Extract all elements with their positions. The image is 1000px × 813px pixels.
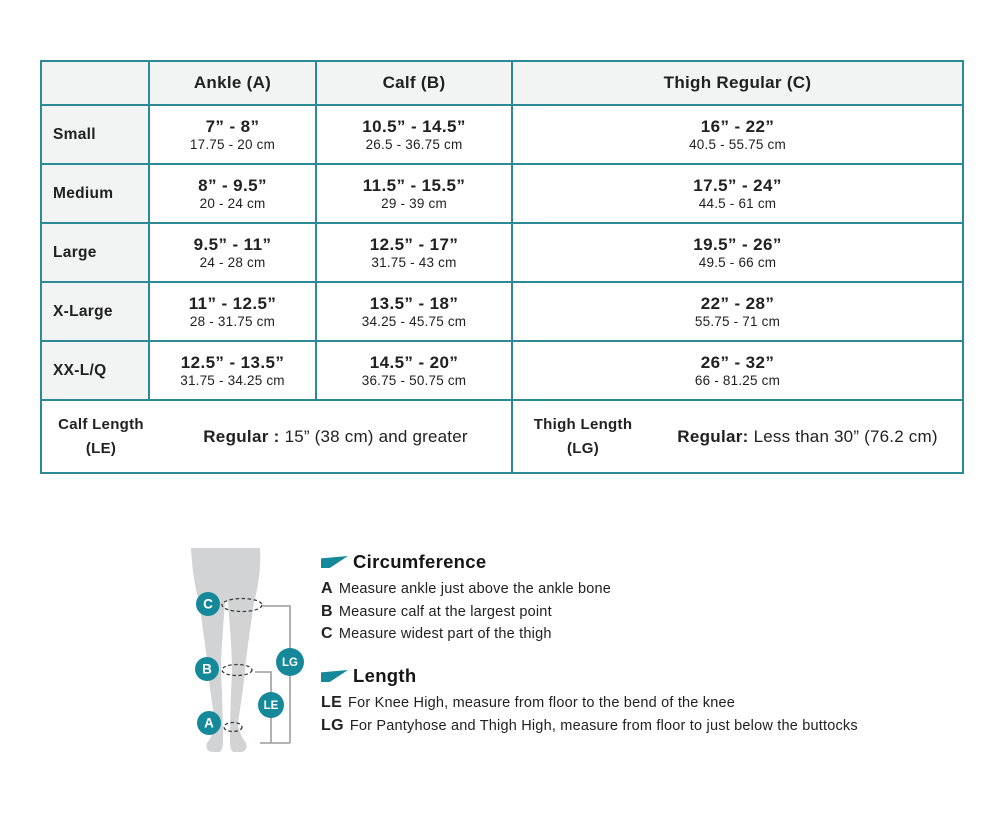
row-label: X-Large [41, 282, 149, 341]
section-title: Circumference [353, 551, 487, 572]
inch-range: 16” - 22” [700, 116, 775, 136]
cell-ankle [149, 341, 316, 400]
svg-text:B: B [202, 661, 212, 677]
inch-range: 12.5” - 17” [369, 234, 459, 254]
inch-range: 14.5” - 20” [369, 352, 459, 372]
marker-lg-badge [276, 648, 304, 676]
footer-thigh-length-cell [512, 400, 963, 473]
row-label: XX-L/Q [41, 341, 149, 400]
cm-range: 17.75 - 20 cm [189, 136, 276, 152]
thigh-length-value: Regular: Less than 30” (76.2 cm) [677, 426, 938, 446]
cell-calf [316, 223, 512, 282]
column-header-calf: Calf (B) [316, 61, 512, 105]
cell-calf [316, 105, 512, 164]
inch-range: 9.5” - 11” [193, 234, 272, 254]
svg-text:C: C [203, 596, 213, 612]
corner-cell [41, 61, 149, 105]
header-row [41, 61, 963, 105]
section-title: Length [353, 665, 417, 686]
inch-range: 13.5” - 18” [369, 293, 459, 313]
table-row-medium [41, 164, 963, 223]
size-chart-table [40, 60, 964, 474]
cell-ankle [149, 164, 316, 223]
cm-range: 44.5 - 61 cm [698, 195, 777, 211]
cell-thigh [512, 341, 963, 400]
svg-text:LG: LG [282, 657, 298, 670]
length-item-le: LE For Knee High, measure from floor to the bend of the knee [321, 694, 736, 711]
circumference-section [321, 551, 931, 646]
row-label: Medium [41, 164, 149, 223]
inch-range: 22” - 28” [700, 293, 775, 313]
marker-b-badge [195, 657, 219, 681]
inch-range: 19.5” - 26” [693, 234, 782, 254]
inch-range: 7” - 8” [205, 116, 260, 136]
marker-le-badge [258, 692, 284, 718]
marker-c-badge [196, 592, 220, 616]
cell-ankle [149, 223, 316, 282]
calf-length-value: Regular : 15” (38 cm) and greater [203, 426, 468, 446]
row-label: Small [41, 105, 149, 164]
footer-calf-length-cell [41, 400, 512, 473]
cm-range: 34.25 - 45.75 cm [361, 313, 467, 329]
cm-range: 29 - 39 cm [381, 195, 447, 211]
flag-icon [321, 669, 348, 683]
column-header-thigh: Thigh Regular (C) [512, 61, 963, 105]
circumference-item-c: C Measure widest part of the thigh [321, 625, 552, 642]
circumference-item-b: B Measure calf at the largest point [321, 602, 552, 620]
cell-calf [316, 282, 512, 341]
inch-range: 11.5” - 15.5” [362, 175, 466, 195]
inch-range: 26” - 32” [700, 352, 775, 372]
cm-range: 28 - 31.75 cm [189, 313, 276, 329]
cell-calf [316, 341, 512, 400]
thigh-length-label: Thigh Length (LG) [533, 416, 633, 457]
cell-ankle [149, 282, 316, 341]
svg-text:LE: LE [263, 700, 279, 713]
cell-ankle [149, 105, 316, 164]
length-item-lg: LG For Pantyhose and Thigh High, measure from floor to just below the buttocks [321, 716, 858, 734]
inch-range: 10.5” - 14.5” [362, 116, 466, 136]
table-row-small [41, 105, 963, 164]
cell-calf [316, 164, 512, 223]
inch-range: 11” - 12.5” [188, 293, 277, 313]
length-section [321, 665, 931, 737]
circumference-item-a: A Measure ankle just above the ankle bone [321, 580, 612, 597]
flag-icon [321, 555, 348, 569]
cell-thigh [512, 164, 963, 223]
table-row-xlarge [41, 282, 963, 341]
cm-range: 40.5 - 55.75 cm [689, 136, 786, 152]
cm-range: 20 - 24 cm [199, 195, 266, 211]
cell-thigh [512, 282, 963, 341]
cell-thigh [512, 223, 963, 282]
column-header-ankle: Ankle (A) [149, 61, 316, 105]
cm-range: 55.75 - 71 cm [694, 313, 781, 329]
marker-a-badge [197, 711, 221, 735]
inch-range: 17.5” - 24” [693, 175, 782, 195]
cell-thigh [512, 105, 963, 164]
cm-range: 66 - 81.25 cm [694, 372, 781, 388]
table-row-xxlq [41, 341, 963, 400]
inch-range: 12.5” - 13.5” [180, 352, 285, 372]
calf-length-label: Calf Length (LE) [58, 416, 144, 457]
table-row-lengths [41, 400, 963, 473]
cm-range: 24 - 28 cm [199, 254, 266, 270]
cm-range: 31.75 - 34.25 cm [180, 372, 285, 388]
row-label: Large [41, 223, 149, 282]
cm-range: 31.75 - 43 cm [371, 254, 457, 270]
inch-range: 8” - 9.5” [198, 175, 267, 195]
cm-range: 49.5 - 66 cm [698, 254, 777, 270]
cm-range: 36.75 - 50.75 cm [361, 372, 467, 388]
svg-text:A: A [204, 715, 214, 731]
cm-range: 26.5 - 36.75 cm [365, 136, 463, 152]
table-row-large [41, 223, 963, 282]
